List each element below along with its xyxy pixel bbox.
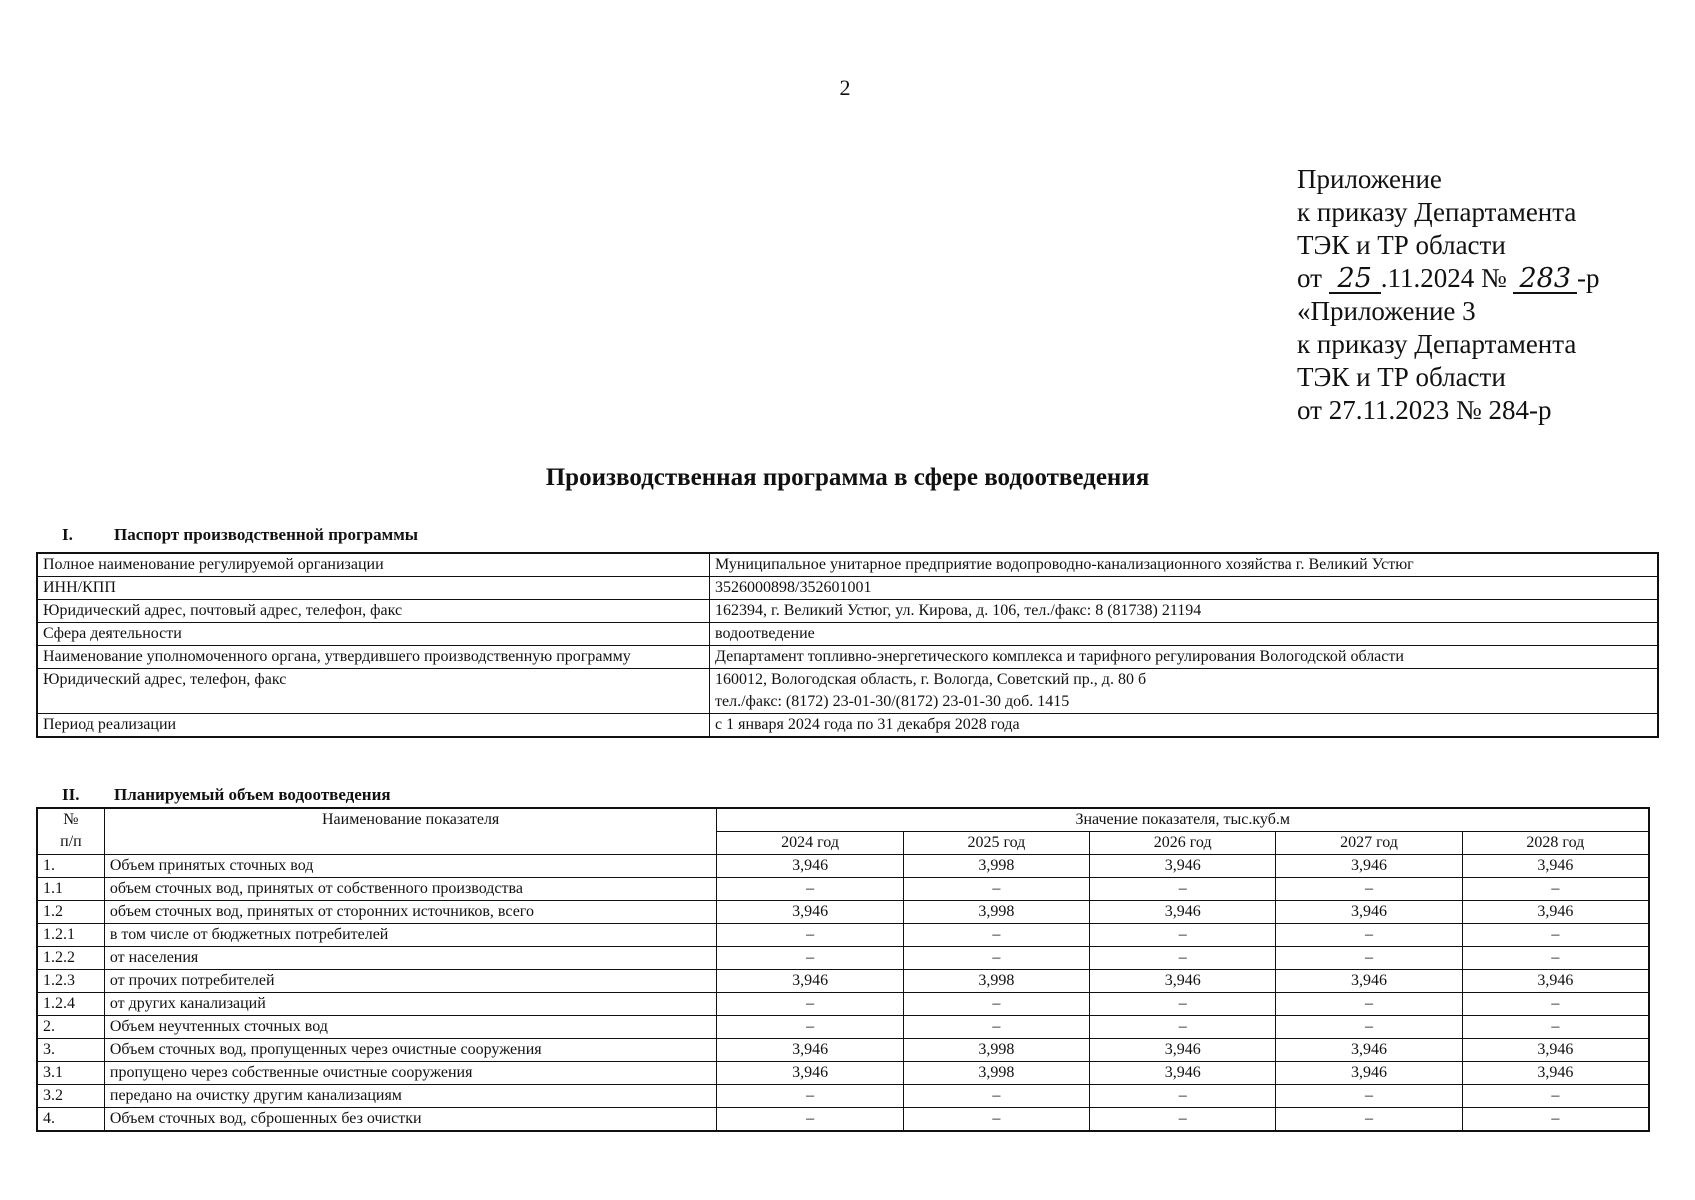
passport-label: Период реализации — [37, 714, 710, 738]
row-value: 3,998 — [903, 970, 1089, 993]
row-value: 3,998 — [903, 1039, 1089, 1062]
appendix-line: к приказу Департамента — [1297, 329, 1577, 359]
table-row — [37, 970, 1649, 993]
order-suffix: -р — [1577, 263, 1600, 293]
table-row — [37, 623, 1658, 646]
row-number: 1.1 — [37, 878, 104, 901]
row-value: 3,946 — [1090, 1062, 1276, 1085]
table-header-row — [37, 808, 1649, 832]
row-number: 1.2.4 — [37, 993, 104, 1016]
row-name: Объем неучтенных сточных вод — [104, 1016, 717, 1039]
row-value: – — [903, 1016, 1089, 1039]
row-value: – — [1090, 1085, 1276, 1108]
row-value: – — [717, 1108, 903, 1132]
passport-label: ИНН/КПП — [37, 577, 710, 600]
table-row — [37, 878, 1649, 901]
appendix-line: к приказу Департамента — [1297, 197, 1577, 227]
table-row — [37, 1039, 1649, 1062]
row-value: – — [1462, 924, 1649, 947]
row-value: – — [717, 1085, 903, 1108]
table-row — [37, 855, 1649, 878]
section-title-text: Планируемый объем водоотведения — [114, 785, 391, 804]
row-value: – — [1462, 1085, 1649, 1108]
section-number: I. — [62, 525, 73, 544]
row-value: – — [717, 924, 903, 947]
row-value: 3,946 — [1090, 1039, 1276, 1062]
row-value: – — [717, 878, 903, 901]
row-value: 3,946 — [1090, 855, 1276, 878]
table-row — [37, 993, 1649, 1016]
row-value: – — [1276, 878, 1462, 901]
row-number: 2. — [37, 1016, 104, 1039]
passport-value: 162394, г. Великий Устюг, ул. Кирова, д. 106, тел./факс: 8 (81738) 21194 — [710, 600, 1659, 623]
appendix-block — [1297, 163, 1600, 427]
appendix-line: от 27.11.2023 № 284-р — [1297, 395, 1552, 425]
header-year: 2026 год — [1090, 832, 1276, 855]
row-value: – — [1276, 993, 1462, 1016]
row-value: 3,946 — [1462, 901, 1649, 924]
row-value: – — [1276, 1085, 1462, 1108]
row-name: от других канализаций — [104, 993, 717, 1016]
passport-label: Сфера деятельности — [37, 623, 710, 646]
header-year: 2027 год — [1276, 832, 1462, 855]
row-value: – — [903, 924, 1089, 947]
row-value: – — [1462, 993, 1649, 1016]
table-row — [37, 1108, 1649, 1132]
row-value: 3,946 — [1276, 901, 1462, 924]
row-value: – — [1090, 947, 1276, 970]
date-prefix: от — [1297, 263, 1322, 293]
row-value: – — [1276, 924, 1462, 947]
table-row — [37, 600, 1658, 623]
row-value: 3,946 — [1462, 1062, 1649, 1085]
table-row — [37, 1016, 1649, 1039]
row-value: – — [1090, 924, 1276, 947]
header-num-line: п/п — [60, 833, 82, 850]
appendix-line: «Приложение 3 — [1297, 296, 1476, 326]
header-num — [37, 808, 104, 855]
row-value: – — [717, 1016, 903, 1039]
row-value: – — [903, 993, 1089, 1016]
row-name: от населения — [104, 947, 717, 970]
header-year: 2028 год — [1462, 832, 1649, 855]
row-value: – — [1462, 878, 1649, 901]
handwritten-order-number: 283 — [1513, 266, 1577, 294]
row-value: – — [1462, 947, 1649, 970]
passport-label: Юридический адрес, телефон, факс — [37, 669, 710, 714]
row-value: 3,946 — [1462, 970, 1649, 993]
document-title: Производственная программа в сфере водоотведения — [545, 464, 1150, 491]
row-name: в том числе от бюджетных потребителей — [104, 924, 717, 947]
header-values: Значение показателя, тыс.куб.м — [717, 808, 1649, 832]
row-name: Объем сточных вод, пропущенных через очистные сооружения — [104, 1039, 717, 1062]
row-value: – — [1276, 947, 1462, 970]
row-value: 3,998 — [903, 1062, 1089, 1085]
row-value: – — [1462, 1016, 1649, 1039]
table-row — [37, 1062, 1649, 1085]
row-number: 3.2 — [37, 1085, 104, 1108]
volume-table — [36, 807, 1650, 1132]
row-value: 3,946 — [1276, 970, 1462, 993]
row-value: 3,946 — [1276, 1062, 1462, 1085]
row-number: 1.2 — [37, 901, 104, 924]
row-value: – — [1090, 878, 1276, 901]
row-number: 1. — [37, 855, 104, 878]
header-name: Наименование показателя — [104, 808, 717, 855]
table-row — [37, 669, 1658, 714]
volume-table-body — [37, 855, 1649, 1132]
row-value: 3,946 — [717, 855, 903, 878]
row-value: 3,946 — [1276, 855, 1462, 878]
row-value: 3,946 — [717, 1062, 903, 1085]
row-name: Объем принятых сточных вод — [104, 855, 717, 878]
row-value: 3,946 — [1462, 1039, 1649, 1062]
row-value: – — [1090, 993, 1276, 1016]
passport-value: Муниципальное унитарное предприятие водопроводно-канализационного хозяйства г. Великий Устюг — [710, 553, 1659, 577]
table-row — [37, 553, 1658, 577]
passport-value — [710, 669, 1659, 714]
header-num-line: № — [63, 811, 79, 828]
table-row — [37, 1085, 1649, 1108]
row-value: – — [1090, 1108, 1276, 1132]
row-number: 1.2.3 — [37, 970, 104, 993]
header-year: 2024 год — [717, 832, 903, 855]
appendix-line: ТЭК и ТР области — [1297, 230, 1506, 260]
page-number: 2 — [839, 75, 851, 100]
row-number: 3.1 — [37, 1062, 104, 1085]
passport-value: с 1 января 2024 года по 31 декабря 2028 года — [710, 714, 1659, 738]
row-value: – — [903, 1085, 1089, 1108]
passport-value: водоотведение — [710, 623, 1659, 646]
appendix-line: Приложение — [1297, 164, 1442, 194]
date-rest: .11.2024 № — [1380, 263, 1507, 293]
row-value: 3,946 — [717, 901, 903, 924]
passport-value: Департамент топливно-энергетического комплекса и тарифного регулирования Вологодской области — [710, 646, 1659, 669]
row-value: 3,946 — [717, 970, 903, 993]
row-value: 3,946 — [1462, 855, 1649, 878]
row-name: объем сточных вод, принятых от сторонних источников, всего — [104, 901, 717, 924]
row-value: 3,946 — [1276, 1039, 1462, 1062]
row-name: пропущено через собственные очистные сооружения — [104, 1062, 717, 1085]
table-row — [37, 901, 1649, 924]
row-name: передано на очистку другим канализациям — [104, 1085, 717, 1108]
row-value: – — [903, 878, 1089, 901]
section-title-text: Паспорт производственной программы — [114, 525, 419, 544]
row-number: 1.2.1 — [37, 924, 104, 947]
appendix-date-line — [1297, 262, 1600, 295]
header-year: 2025 год — [903, 832, 1089, 855]
section-number: II. — [62, 785, 80, 804]
row-value: – — [903, 1108, 1089, 1132]
handwritten-date-day: 25 — [1329, 266, 1381, 294]
row-number: 1.2.2 — [37, 947, 104, 970]
passport-value-line: тел./факс: (8172) 23-01-30/(8172) 23-01-30 доб. 1415 — [715, 693, 1070, 710]
table-row — [37, 577, 1658, 600]
row-number: 4. — [37, 1108, 104, 1132]
table-row — [37, 947, 1649, 970]
passport-label: Юридический адрес, почтовый адрес, телефон, факс — [37, 600, 710, 623]
passport-value-line: 160012, Вологодская область, г. Вологда, Советский пр., д. 80 б — [715, 671, 1147, 688]
row-value: 3,946 — [1090, 901, 1276, 924]
row-value: 3,998 — [903, 901, 1089, 924]
section2-title — [62, 785, 391, 805]
table-row — [37, 924, 1649, 947]
passport-label: Наименование уполномоченного органа, утвердившего производственную программу — [37, 646, 710, 669]
row-value: – — [1090, 1016, 1276, 1039]
row-name: объем сточных вод, принятых от собственного производства — [104, 878, 717, 901]
row-value: – — [1462, 1108, 1649, 1132]
row-value: 3,998 — [903, 855, 1089, 878]
passport-label: Полное наименование регулируемой организации — [37, 553, 710, 577]
row-number: 3. — [37, 1039, 104, 1062]
table-row — [37, 646, 1658, 669]
row-value: 3,946 — [1090, 970, 1276, 993]
row-name: от прочих потребителей — [104, 970, 717, 993]
row-value: – — [1276, 1016, 1462, 1039]
table-row — [37, 714, 1658, 738]
row-value: 3,946 — [717, 1039, 903, 1062]
appendix-line: ТЭК и ТР области — [1297, 362, 1506, 392]
row-value: – — [903, 947, 1089, 970]
row-name: Объем сточных вод, сброшенных без очистки — [104, 1108, 717, 1132]
row-value: – — [717, 993, 903, 1016]
passport-table — [36, 552, 1659, 738]
section1-title — [62, 525, 418, 545]
row-value: – — [1276, 1108, 1462, 1132]
passport-value: 3526000898/352601001 — [710, 577, 1659, 600]
row-value: – — [717, 947, 903, 970]
